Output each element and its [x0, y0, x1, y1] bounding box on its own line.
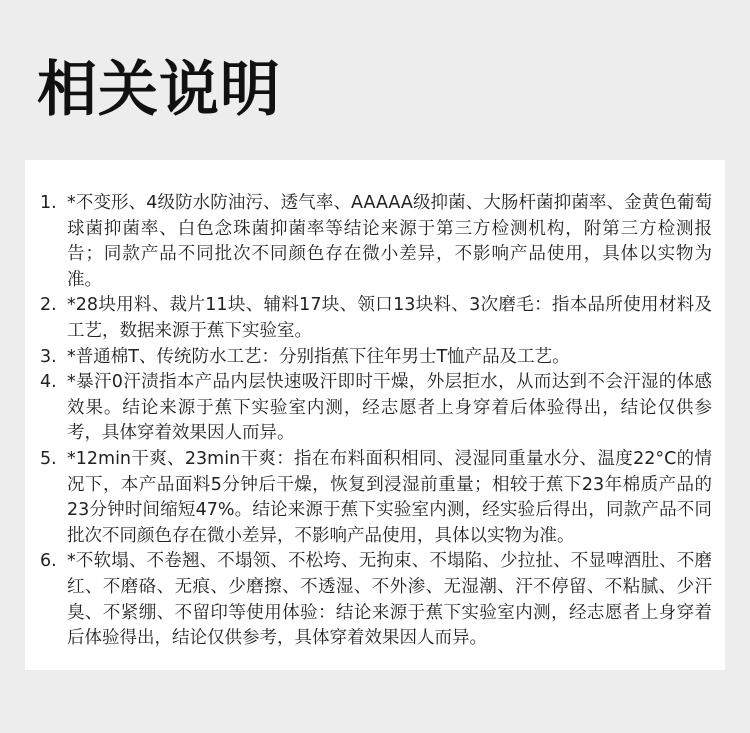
note-text: *12min干爽、23min干爽：指在布料面积相同、浸湿同重量水分、温度22°C的情况下，本产品面料5分钟后干燥，恢复到浸湿前重量；相较于蕉下23年棉质产品的23分钟时间缩短47%。结论来源于蕉下实验室内测，经实验后得出，同款产品不同批次不同颜色存在微小差异，不影响产品使用，具体以实物为准。: [67, 448, 712, 546]
note-item: [40, 191, 712, 293]
note-item: [40, 447, 712, 549]
note-number: 6.: [40, 551, 57, 572]
note-number: 5.: [40, 448, 57, 469]
note-item: [40, 549, 712, 651]
note-item: [40, 370, 712, 447]
notes-list: [40, 191, 712, 652]
note-text: *暴汗0汗渍指本产品内层快速吸汗即时干燥，外层拒水，从而达到不会汗湿的体感效果。结论来源于蕉下实验室内测，经志愿者上身穿着后体验得出，结论仅供参考，具体穿着效果因人而异。: [67, 372, 712, 444]
page-title: 相关说明: [37, 55, 281, 125]
note-text: *不变形、4级防水防油污、透气率、AAAAA级抑菌、大肠杆菌抑菌率、金黄色葡萄球菌抑菌率、白色念珠菌抑菌率等结论来源于第三方检测机构，附第三方检测报告；同款产品不同批次不同颜色存在微小差异，不影响产品使用，具体以实物为准。: [67, 193, 712, 290]
note-number: 3.: [40, 346, 57, 367]
note-text: *不软塌、不卷翘、不塌领、不松垮、无拘束、不塌陷、少拉扯、不显啤酒肚、不磨红、不磨硌、无痕、少磨擦、不透湿、不外渗、无湿潮、汗不停留、不粘腻、少汗臭、不紧绷、不留印等使用体验：结论来源于蕉下实验室内测，经志愿者上身穿着后体验得出，结论仅供参考，具体穿着效果因人而异。: [67, 551, 712, 649]
note-text: *普通棉T、传统防水工艺：分别指蕉下往年男士T恤产品及工艺。: [67, 346, 570, 367]
note-number: 2.: [40, 295, 57, 316]
note-item: [40, 293, 712, 344]
note-text: *28块用料、裁片11块、辅料17块、领口13块料、3次磨毛：指本品所使用材料及工艺，数据来源于蕉下实验室。: [67, 295, 712, 341]
note-item: [40, 345, 712, 371]
note-number: 4.: [40, 372, 57, 393]
note-number: 1.: [40, 193, 57, 213]
notes-card: [25, 160, 725, 670]
